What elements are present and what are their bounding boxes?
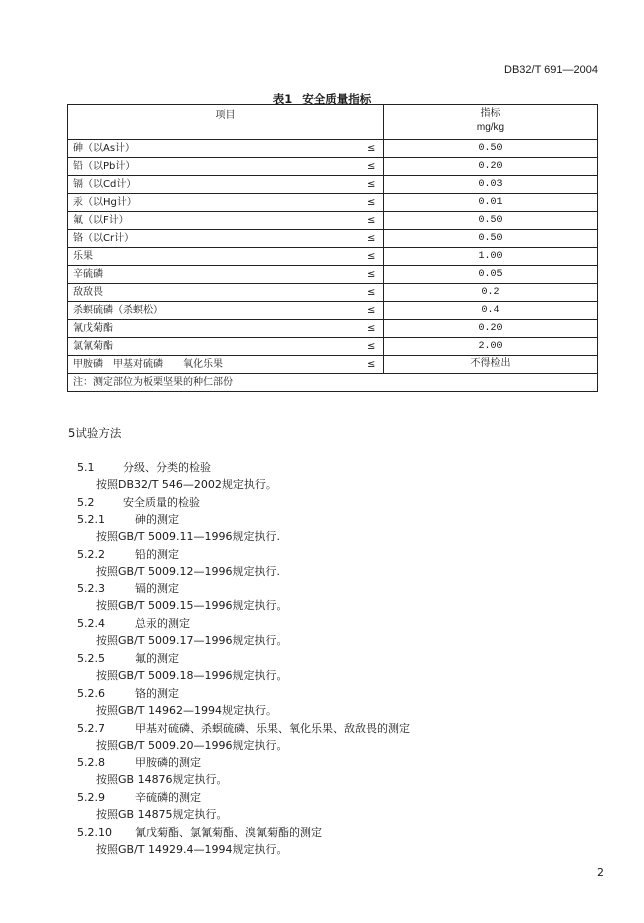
section-title: 总汞的测定 bbox=[135, 617, 190, 630]
section-number: 5.2.6 bbox=[77, 687, 105, 700]
section-title: 分级、分类的检验 bbox=[123, 461, 211, 474]
section-body-text: 按照GB/T 5009.20—1996规定执行。 bbox=[96, 739, 288, 752]
table-note-row bbox=[68, 374, 598, 392]
row-operator: ≤ bbox=[360, 140, 384, 158]
row-value: 0.05 bbox=[384, 266, 598, 284]
row-value: 0.2 bbox=[384, 284, 598, 302]
table-row bbox=[68, 176, 598, 194]
table-caption-text: 安全质量指标 bbox=[302, 92, 372, 106]
row-operator: ≤ bbox=[360, 248, 384, 266]
row-operator: ≤ bbox=[360, 266, 384, 284]
row-value: 0.20 bbox=[384, 320, 598, 338]
table-row bbox=[68, 230, 598, 248]
section-body-text: 按照GB/T 14962—1994规定执行。 bbox=[96, 704, 277, 717]
row-item: 乐果 bbox=[68, 248, 360, 266]
section-body-text: 按照DB32/T 546—2002规定执行。 bbox=[96, 478, 277, 491]
section-heading bbox=[68, 425, 121, 441]
row-value: 1.00 bbox=[384, 248, 598, 266]
row-value: 0.01 bbox=[384, 194, 598, 212]
page-number: 2 bbox=[597, 866, 604, 879]
table-row bbox=[68, 266, 598, 284]
table-note: 注：测定部位为板栗坚果的种仁部份 bbox=[68, 374, 598, 392]
section-heading bbox=[77, 650, 179, 666]
section-heading bbox=[77, 754, 201, 770]
row-item: 砷（以As计） bbox=[68, 140, 360, 158]
section-body-text: 按照GB 14875规定执行。 bbox=[96, 808, 228, 821]
table-row bbox=[68, 302, 598, 320]
row-item: 甲胺磷 甲基对硫磷 氧化乐果 bbox=[68, 356, 360, 374]
section-number: 5.2.3 bbox=[77, 582, 105, 595]
section-heading bbox=[77, 615, 190, 631]
section-body-text: 按照GB/T 5009.12—1996规定执行. bbox=[96, 565, 280, 578]
row-operator: ≤ bbox=[360, 194, 384, 212]
section-heading bbox=[77, 459, 211, 475]
row-item: 镉（以Cd计） bbox=[68, 176, 360, 194]
row-operator: ≤ bbox=[360, 212, 384, 230]
header-unit-label: mg/kg bbox=[476, 122, 505, 133]
row-value: 2.00 bbox=[384, 338, 598, 356]
section-body-text: 按照GB/T 5009.17—1996规定执行。 bbox=[96, 634, 288, 647]
row-value: 0.20 bbox=[384, 158, 598, 176]
section-heading bbox=[77, 824, 322, 840]
row-value: 0.50 bbox=[384, 212, 598, 230]
row-operator: ≤ bbox=[360, 320, 384, 338]
section-title: 铬的测定 bbox=[135, 687, 179, 700]
safety-quality-table bbox=[67, 104, 598, 392]
section-title: 甲胺磷的测定 bbox=[135, 756, 201, 769]
section-heading bbox=[77, 494, 200, 510]
table-row bbox=[68, 284, 598, 302]
section-heading bbox=[77, 511, 179, 527]
row-operator: ≤ bbox=[360, 338, 384, 356]
section-number: 5 bbox=[68, 426, 76, 440]
row-item: 氰戊菊酯 bbox=[68, 320, 360, 338]
table-caption-number: 表1 bbox=[272, 92, 293, 106]
row-value: 0.03 bbox=[384, 176, 598, 194]
table-row bbox=[68, 320, 598, 338]
row-operator: ≤ bbox=[360, 302, 384, 320]
section-number: 5.2.4 bbox=[77, 617, 105, 630]
row-item: 汞（以Hg计） bbox=[68, 194, 360, 212]
section-body-text: 按照GB 14876规定执行。 bbox=[96, 773, 228, 786]
section-number: 5.2.7 bbox=[77, 722, 105, 735]
header-item-label: 项目 bbox=[215, 110, 236, 121]
row-item: 氟（以F计） bbox=[68, 212, 360, 230]
row-operator: ≤ bbox=[360, 230, 384, 248]
table-row bbox=[68, 338, 598, 356]
row-operator: ≤ bbox=[360, 158, 384, 176]
table-row bbox=[68, 248, 598, 266]
row-value: 不得检出 bbox=[384, 356, 598, 374]
row-item: 铅（以Pb计） bbox=[68, 158, 360, 176]
header-value-cell bbox=[384, 105, 598, 140]
section-title: 氰戊菊酯、氯氰菊酯、溴氰菊酯的测定 bbox=[135, 826, 322, 839]
section-title: 铅的测定 bbox=[135, 548, 179, 561]
table-row bbox=[68, 194, 598, 212]
section-heading bbox=[77, 720, 410, 736]
section-number: 5.2.2 bbox=[77, 548, 105, 561]
section-title: 砷的测定 bbox=[135, 513, 179, 526]
section-number: 5.2.9 bbox=[77, 791, 105, 804]
section-title: 试验方法 bbox=[75, 426, 122, 440]
row-item: 铬（以Cr计） bbox=[68, 230, 360, 248]
row-item: 杀螟硫磷（杀螟松） bbox=[68, 302, 360, 320]
section-heading bbox=[77, 789, 201, 805]
header-value-label: 指标 bbox=[480, 108, 501, 119]
header-item-cell bbox=[68, 105, 384, 140]
table-header-row bbox=[68, 105, 598, 140]
table-row bbox=[68, 356, 598, 374]
section-title: 安全质量的检验 bbox=[123, 496, 200, 509]
section-heading bbox=[77, 546, 179, 562]
section-number: 5.2.1 bbox=[77, 513, 105, 526]
section-title: 氟的测定 bbox=[135, 652, 179, 665]
section-body-text: 按照GB/T 14929.4—1994规定执行。 bbox=[96, 843, 288, 856]
section-number: 5.1 bbox=[77, 461, 95, 474]
row-operator: ≤ bbox=[360, 356, 384, 374]
row-value: 0.4 bbox=[384, 302, 598, 320]
section-heading bbox=[77, 580, 179, 596]
section-number: 5.2.5 bbox=[77, 652, 105, 665]
section-title: 镉的测定 bbox=[135, 582, 179, 595]
section-title: 甲基对硫磷、杀螟硫磷、乐果、氧化乐果、敌敌畏的测定 bbox=[135, 722, 410, 735]
row-operator: ≤ bbox=[360, 176, 384, 194]
row-item: 辛硫磷 bbox=[68, 266, 360, 284]
table-row bbox=[68, 140, 598, 158]
section-body-text: 按照GB/T 5009.18—1996规定执行。 bbox=[96, 669, 288, 682]
section-body-text: 按照GB/T 5009.15—1996规定执行。 bbox=[96, 599, 288, 612]
section-body-text: 按照GB/T 5009.11—1996规定执行. bbox=[96, 530, 280, 543]
table-row bbox=[68, 158, 598, 176]
row-operator: ≤ bbox=[360, 284, 384, 302]
row-value: 0.50 bbox=[384, 140, 598, 158]
section-heading bbox=[77, 685, 179, 701]
section-number: 5.2.8 bbox=[77, 756, 105, 769]
table-row bbox=[68, 212, 598, 230]
table-body bbox=[68, 140, 598, 374]
document-code: DB32/T 691—2004 bbox=[504, 64, 598, 76]
section-title: 辛硫磷的测定 bbox=[135, 791, 201, 804]
section-number: 5.2 bbox=[77, 496, 95, 509]
row-item: 氯氰菊酯 bbox=[68, 338, 360, 356]
row-item: 敌敌畏 bbox=[68, 284, 360, 302]
row-value: 0.50 bbox=[384, 230, 598, 248]
section-number: 5.2.10 bbox=[77, 826, 112, 839]
